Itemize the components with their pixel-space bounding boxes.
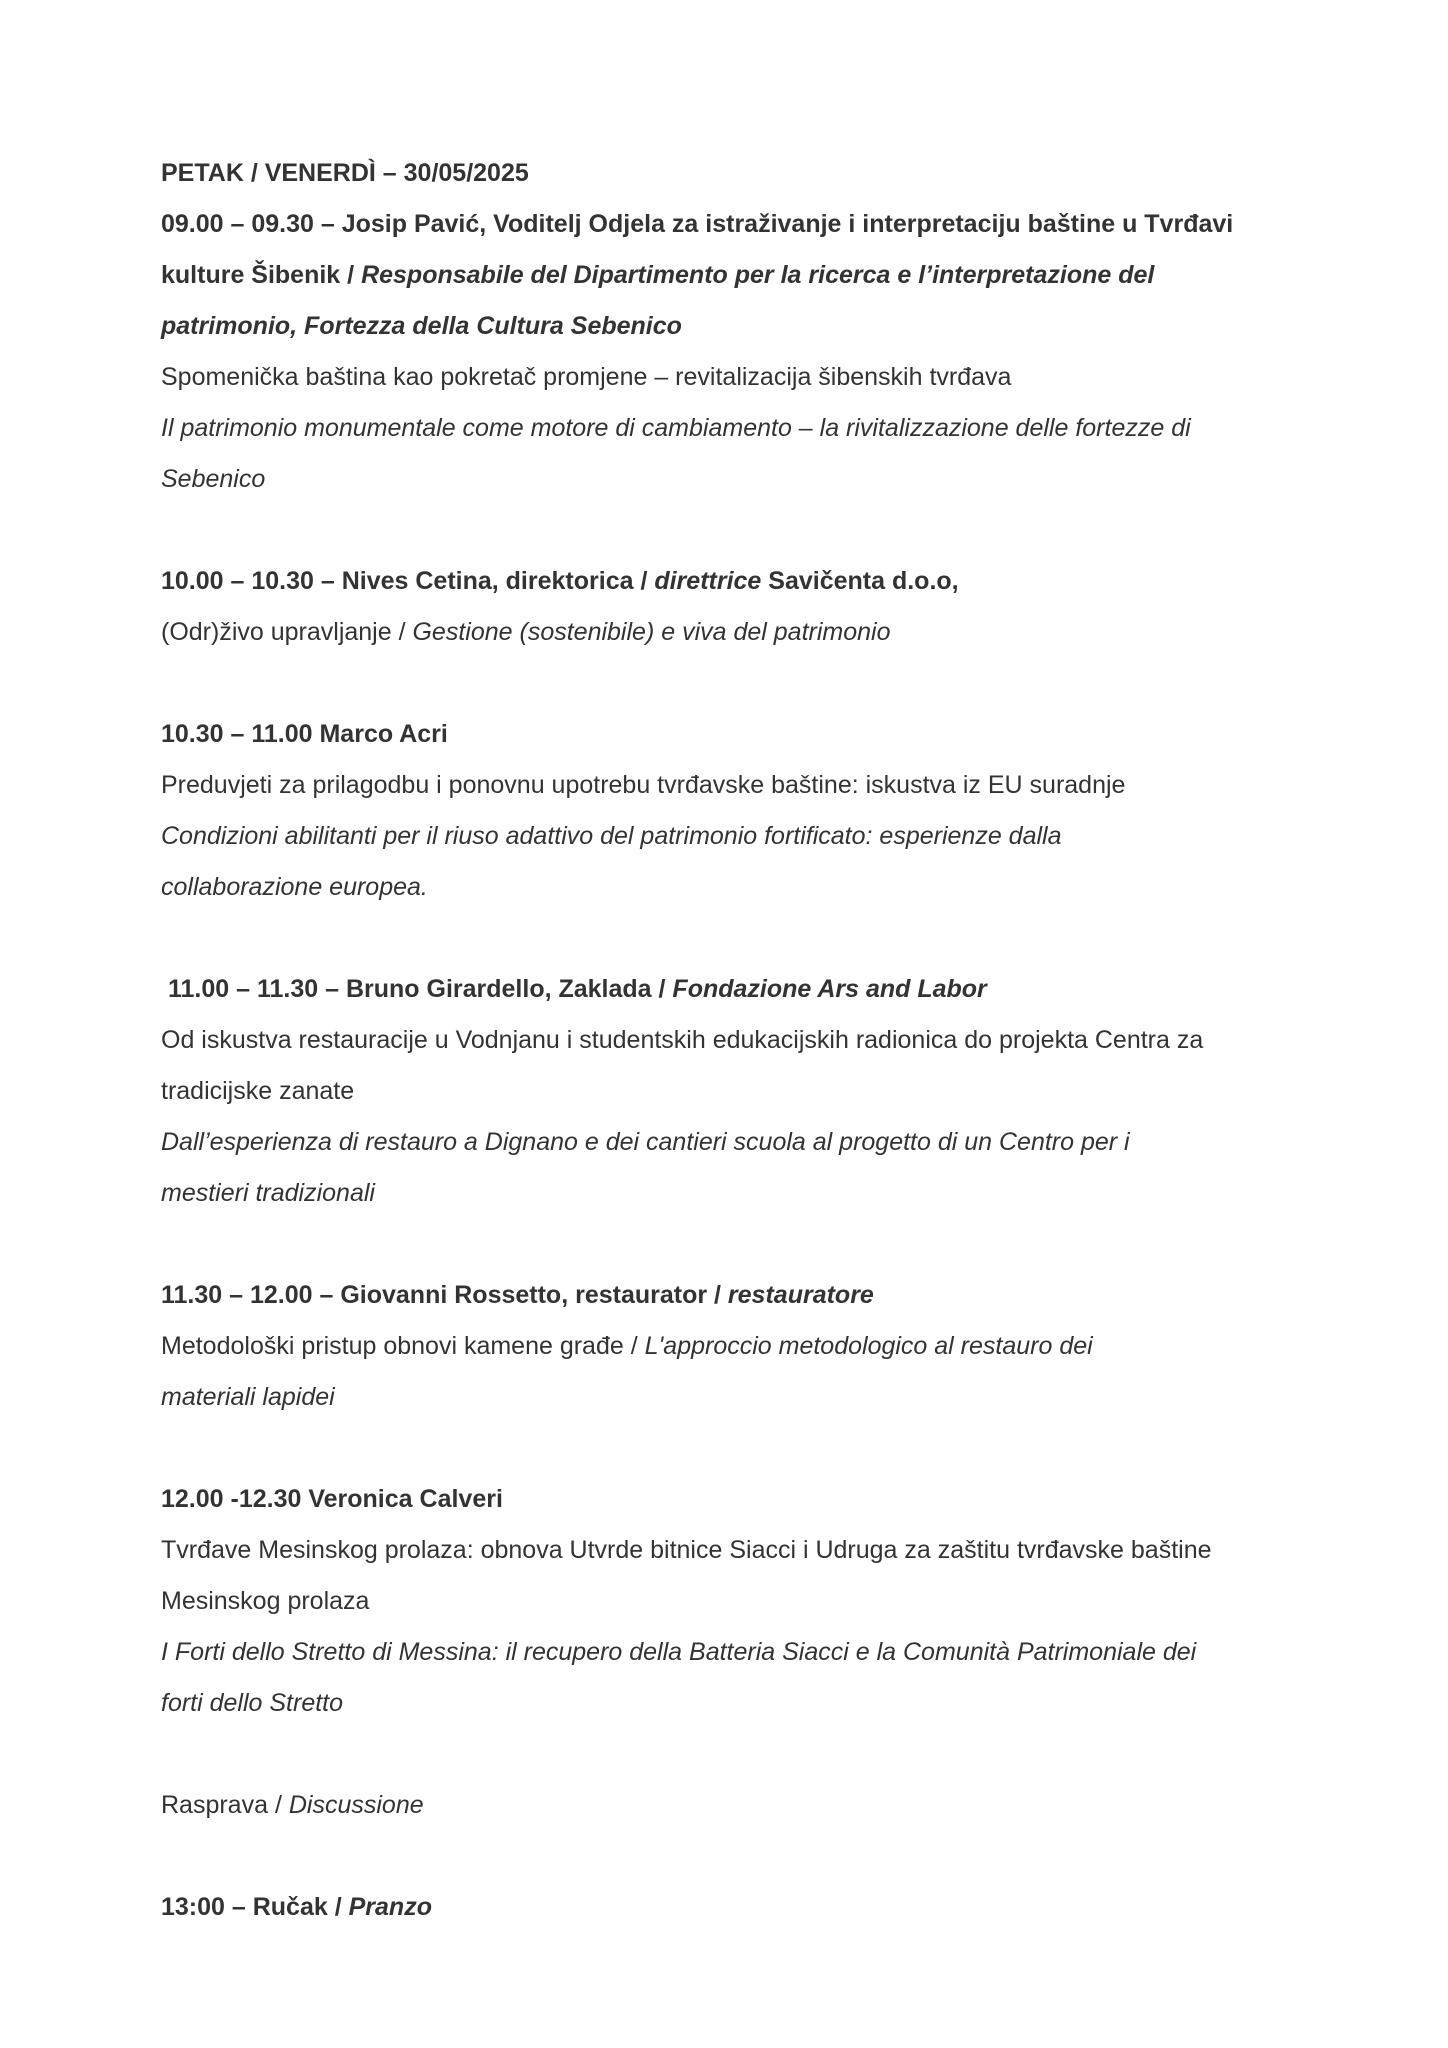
talk-title-line: [161, 1168, 1311, 1219]
day-header: PETAK / VENERDÌ – 30/05/2025: [161, 159, 529, 187]
spacer: [161, 1831, 1311, 1882]
spacer: [161, 1729, 1311, 1780]
talk-title-line-segment: mestieri tradizionali: [161, 1179, 375, 1207]
discussion-segment: Rasprava /: [161, 1791, 289, 1819]
talk-title-line-segment: tradicijske zanate: [161, 1077, 355, 1105]
spacer: [161, 1219, 1311, 1270]
talk-speaker-line-segment: restauratore: [727, 1281, 874, 1309]
spacer: [161, 913, 1311, 964]
talk-title-line: [161, 1525, 1311, 1576]
talk-speaker-line: [161, 199, 1311, 250]
talk-title-line-segment: Sebenico: [161, 465, 266, 493]
talk-speaker-line-segment: 10.30 – 11.00 Marco Acri: [161, 720, 448, 748]
talk-speaker-line-segment: 11.00 – 11.30 – Bruno Girardello, Zaklada /: [168, 975, 673, 1003]
talk-speaker-line-segment: 12.00 -12.30 Veronica Calveri: [161, 1485, 503, 1513]
talk-speaker-line: [161, 1474, 1311, 1525]
talk-title-line: [161, 1627, 1311, 1678]
talk-speaker-line: [161, 250, 1311, 301]
talk-title-line: [161, 760, 1311, 811]
talk-speaker-line-segment: patrimonio, Fortezza della Cultura Sebenico: [161, 312, 682, 340]
talk-speaker-line-segment: Savičenta d.o.o,: [761, 567, 959, 595]
talk-title-line: [161, 811, 1311, 862]
talk-title-line: [161, 1117, 1311, 1168]
talk-speaker-line-segment: 11.30 – 12.00 – Giovanni Rossetto, restaurator /: [161, 1281, 728, 1309]
talk-title-line-segment: Mesinskog prolaza: [161, 1587, 370, 1615]
talk-title-line-segment: collaborazione europea.: [161, 873, 428, 901]
spacer: [161, 658, 1311, 709]
talk-title-line: [161, 862, 1311, 913]
talk-speaker-line-segment: kulture Šibenik /: [161, 261, 362, 289]
talk-speaker-line: [161, 964, 1311, 1015]
talk-title-line-segment: Dall’esperienza di restauro a Dignano e dei cantieri scuola al progetto di un Centro per i: [161, 1128, 1130, 1156]
discussion-line: [161, 1780, 1311, 1831]
talk-speaker-line: [161, 301, 1311, 352]
talk-title-line: [161, 403, 1311, 454]
talk-title-line-segment: Od iskustva restauracije u Vodnjanu i studentskih edukacijskih radionica do projekta Centra za: [161, 1026, 1204, 1054]
spacer: [161, 1423, 1311, 1474]
talk-title-line-segment: Metodološki pristup obnovi kamene građe /: [161, 1332, 645, 1360]
talk-entry: [161, 556, 1311, 709]
talk-speaker-line-segment: Fondazione Ars and Labor: [672, 975, 987, 1003]
spacer: [161, 505, 1311, 556]
talk-title-line: [161, 607, 1311, 658]
talk-entry: [161, 199, 1311, 556]
talk-title-line-segment: Gestione (sostenibile) e viva del patrimonio: [412, 618, 891, 646]
talk-entry: [161, 1474, 1311, 1780]
talk-title-line-segment: (Odr)živo upravljanje /: [161, 618, 413, 646]
talk-title-line-segment: Spomenička baština kao pokretač promjene – revitalizacija šibenskih tvrđava: [161, 363, 1012, 391]
talk-title-line-segment: L'approccio metodologico al restauro dei: [644, 1332, 1093, 1360]
talk-speaker-line-segment: 10.00 – 10.30 – Nives Cetina, direktorica /: [161, 567, 655, 595]
talk-entry: [161, 964, 1311, 1270]
lunch-line: [161, 1882, 1311, 1933]
talk-title-line: [161, 1066, 1311, 1117]
talk-speaker-line: [161, 556, 1311, 607]
talk-title-line: [161, 1678, 1311, 1729]
talk-title-line: [161, 1576, 1311, 1627]
talk-speaker-line: [161, 1270, 1311, 1321]
talk-speaker-line: [161, 709, 1311, 760]
program-page: [161, 148, 1311, 1933]
talk-entry: [161, 1270, 1311, 1474]
talk-title-line-segment: Preduvjeti za prilagodbu i ponovnu upotrebu tvrđavske baštine: iskustva iz EU suradnje: [161, 771, 1126, 799]
talk-title-line: [161, 1321, 1311, 1372]
talk-title-line-segment: Tvrđave Mesinskog prolaza: obnova Utvrde bitnice Siacci i Udruga za zaštitu tvrđavske baštine: [161, 1536, 1212, 1564]
talk-title-line-segment: Il patrimonio monumentale come motore di cambiamento – la rivitalizzazione delle fortezze di: [161, 414, 1191, 442]
talk-title-line: [161, 454, 1311, 505]
talk-speaker-line-segment: 09.00 – 09.30 – Josip Pavić, Voditelj Odjela za istraživanje i interpretaciju baštine u Tvrđavi: [161, 210, 1234, 238]
discussion-segment: Discussione: [288, 1791, 424, 1819]
talk-title-line-segment: Condizioni abilitanti per il riuso adattivo del patrimonio fortificato: esperienze dalla: [161, 822, 1062, 850]
talk-title-line-segment: I Forti dello Stretto di Messina: il recupero della Batteria Siacci e la Comunità Patrimoniale dei: [161, 1638, 1197, 1666]
talk-list: [161, 199, 1311, 1780]
talk-title-line: [161, 1372, 1311, 1423]
lunch-segment: Pranzo: [348, 1893, 432, 1921]
talk-title-line: [161, 352, 1311, 403]
lunch-segment: 13:00 – Ručak /: [161, 1893, 349, 1921]
talk-title-line-segment: materiali lapidei: [161, 1383, 335, 1411]
talk-entry: [161, 709, 1311, 964]
talk-title-line-segment: forti dello Stretto: [161, 1689, 344, 1717]
talk-title-line: [161, 1015, 1311, 1066]
talk-speaker-line-segment: Responsabile del Dipartimento per la ricerca e l’interpretazione del: [361, 261, 1155, 289]
talk-speaker-line-segment: direttrice: [654, 567, 762, 595]
